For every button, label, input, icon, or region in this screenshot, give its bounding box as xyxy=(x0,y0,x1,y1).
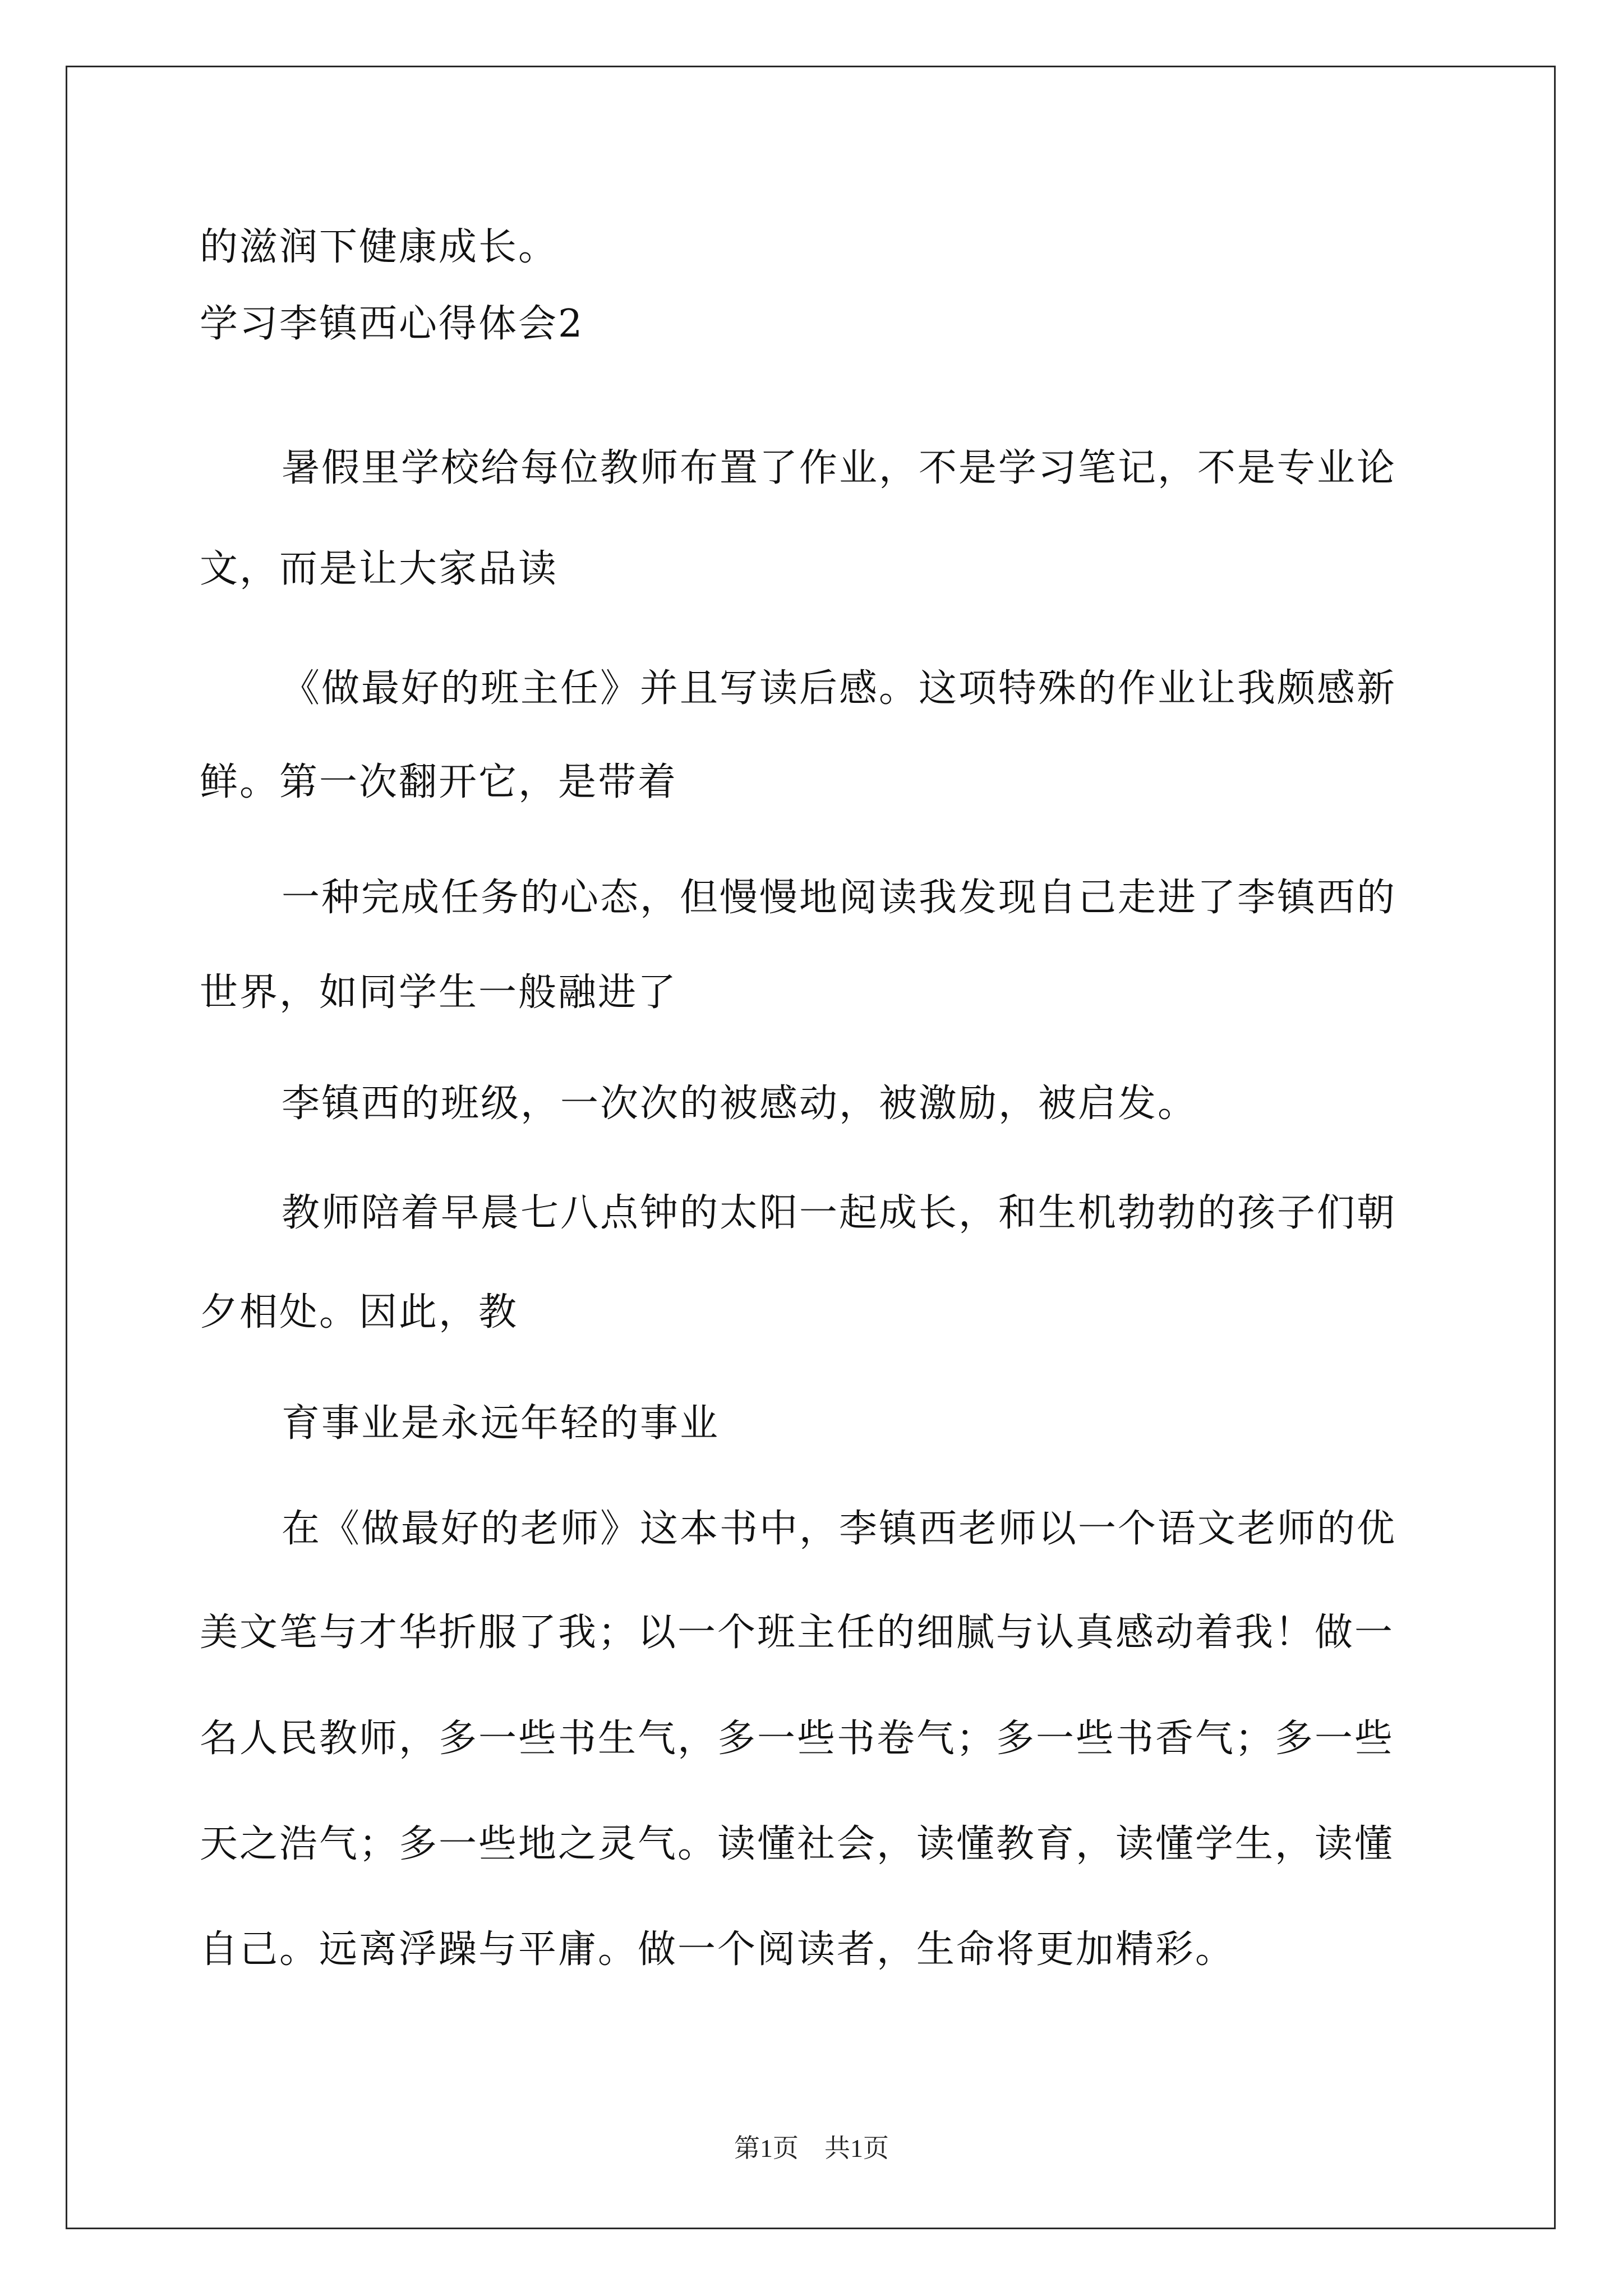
paragraph-line: 在《做最好的老师》这本书中，李镇西老师以一个语文老师的优 xyxy=(282,1507,1397,1551)
page-border xyxy=(66,66,1556,2229)
paragraph-line: 教师陪着早晨七八点钟的太阳一起成长，和生机勃勃的孩子们朝 xyxy=(282,1191,1397,1235)
page-number: 第1页 共1页 xyxy=(734,2134,889,2162)
paragraph-line: 名人民教师，多一些书生气，多一些书卷气；多一些书香气；多一些 xyxy=(200,1717,1395,1761)
paragraph-line: 世界，如同学生一般融进了 xyxy=(200,970,678,1015)
paragraph-line: 美文笔与才华折服了我；以一个班主任的细腻与认真感动着我！做一 xyxy=(200,1611,1395,1655)
paragraph-line: 夕相处。因此，教 xyxy=(200,1290,519,1335)
paragraph-line: 暑假里学校给每位教师布置了作业，不是学习笔记，不是专业论 xyxy=(282,446,1397,490)
section-heading: 学习李镇西心得体会2 xyxy=(200,302,584,346)
paragraph-line: 自己。远离浮躁与平庸。做一个阅读者，生命将更加精彩。 xyxy=(200,1927,1235,1972)
paragraph-line: 天之浩气；多一些地之灵气。读懂社会，读懂教育，读懂学生，读懂 xyxy=(200,1822,1395,1866)
paragraph-line: 育事业是永远年轻的事业 xyxy=(282,1401,720,1446)
paragraph-line: 文，而是让大家品读 xyxy=(200,547,559,591)
paragraph-line: 《做最好的班主任》并且写读后感。这项特殊的作业让我颇感新 xyxy=(282,666,1397,711)
paragraph-line: 李镇西的班级，一次次的被感动，被激励，被启发。 xyxy=(282,1082,1198,1126)
paragraph-line: 的滋润下健康成长。 xyxy=(200,225,559,269)
paragraph-line: 鲜。第一次翻开它，是带着 xyxy=(200,760,678,804)
paragraph-line: 一种完成任务的心态，但慢慢地阅读我发现自己走进了李镇西的 xyxy=(282,876,1397,920)
